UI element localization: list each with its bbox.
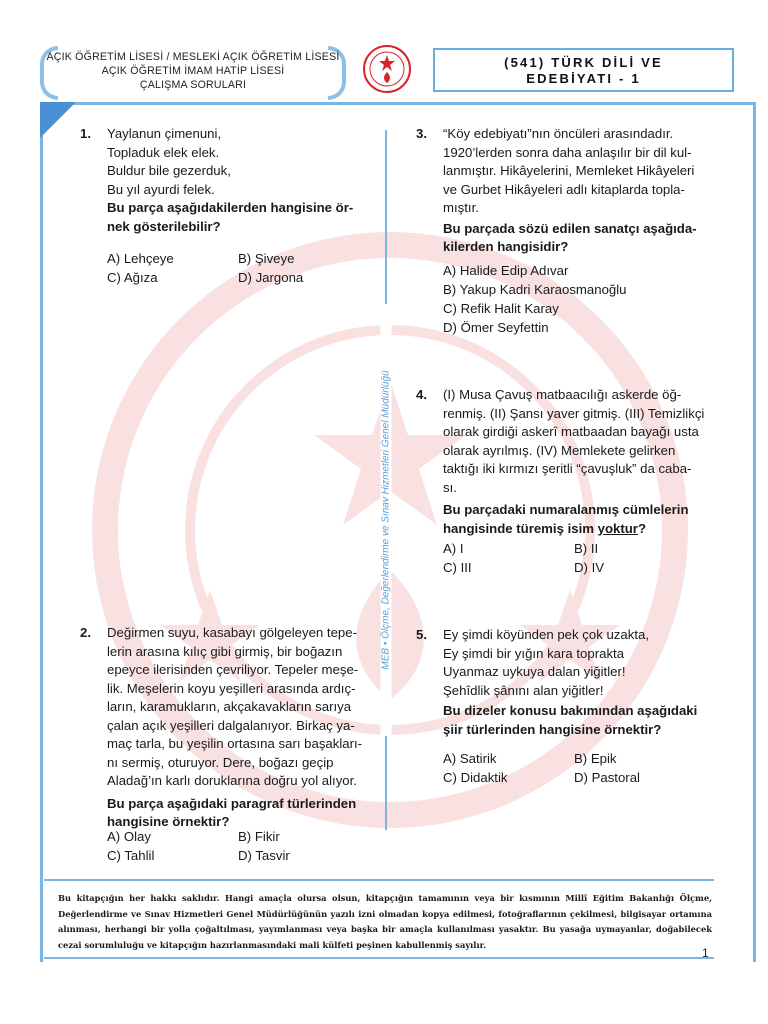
question-body (443, 626, 697, 739)
passage-line: olarak ayrılmış. (IV) Memlekete gelirken (443, 442, 676, 458)
question-number: 3. (416, 126, 427, 141)
poem-line: Topladuk elek elek. (107, 144, 220, 160)
question-body (107, 125, 353, 236)
option-b[interactable]: B) Yakup Kadri Karaosmanoğlu (443, 282, 627, 297)
poem-line: Bu yıl ayurdi felek. (107, 181, 215, 197)
passage-line: mıştır. (443, 200, 479, 215)
option-a[interactable]: A) Halide Edip Adıvar (443, 263, 569, 278)
frame-corner-accent (40, 102, 76, 138)
passage-line: olarak girdiği askerî matbaadan bayağı usta (443, 424, 699, 439)
copyright-notice: Bu kitapçığın her hakkı saklıdır. Hangi amaçla olursa olsun, kitapçığın tamamının veya bir kısmının Millî Eğitim Bakanlığı Ölçme, Değerlendirme ve Sınav Hizmetleri Genel Müdürlüğünün yazılı izni olmadan kopya edilmesi, fotoğraflarının çekilmesi, bilgisayar ortamına alınması, herhangi bir yolla çoğaltılması, yayımlanması veya başka bir amaçla kullanılması yasaktır. Bu yasağa uymayanlar, doğabilecek cezai sorumluluğu ve kitapçığın hazırlanmasındaki mali külfeti peşinen kabullenmiş sayılır. (58, 893, 712, 950)
prompt-line: Bu parça aşağıdakilerden hangisine ör- (107, 200, 354, 215)
passage-line: lerin arasına kılıç gibi girmiş, bir boğazın (107, 643, 343, 659)
option-d[interactable]: D) IV (574, 560, 605, 575)
frame-left-rule (40, 102, 43, 962)
passage-line: epeyce ilerisinden çevriliyor. Tepeler meşe- (107, 662, 359, 677)
question-body (443, 386, 704, 538)
course-title-line-1: (541) TÜRK DİLİ VE (504, 55, 663, 70)
passage-line: lik. Meşelerin koyu yeşilleri arasında ardıç- (107, 680, 356, 696)
option-c[interactable]: C) Refik Halit Karay (443, 301, 559, 316)
frame-top-rule (40, 102, 756, 105)
question-number: 5. (416, 627, 427, 642)
option-c[interactable]: C) Tahlil (107, 848, 155, 863)
prompt-line: Bu parça aşağıdaki paragraf türlerinden (107, 795, 357, 811)
option-a[interactable]: A) Olay (107, 829, 151, 844)
footer-top-rule (44, 879, 714, 881)
prompt-question-mark: ? (637, 520, 646, 536)
poem-line: Yaylanun çimenuni, (107, 126, 222, 141)
prompt-line: kilerden hangisidir? (443, 239, 569, 254)
passage-line: ların, karamukların, akçakavakların sarıya (107, 699, 352, 714)
question-number: 4. (416, 387, 427, 402)
passage-line: 1920’lerden sonra daha anlaşılır bir dil kul- (443, 144, 692, 160)
prompt-text: hangisinde türemiş isim (443, 520, 598, 536)
meb-logo-icon (362, 44, 412, 94)
poem-line: Buldur bile gezerduk, (107, 163, 231, 178)
option-a[interactable]: A) Satirik (443, 751, 497, 766)
option-d[interactable]: D) Jargona (238, 270, 304, 285)
option-b[interactable]: B) Epik (574, 751, 617, 766)
option-c[interactable]: C) Didaktik (443, 770, 508, 785)
course-title-line-2: EDEBİYATI - 1 (526, 71, 641, 86)
passage-line: çalan açık yeşilleri dalgalanıyor. Birkaç ya- (107, 717, 355, 733)
passage-line: Değirmen suyu, kasabayı gölgeleyen tepe- (107, 625, 357, 640)
prompt-line: nek gösterilebilir? (107, 218, 221, 234)
frame-right-rule (753, 102, 756, 962)
page-number: 1 (702, 946, 709, 960)
prompt-line: Bu parçada sözü edilen sanatçı aşağıda- (443, 220, 697, 236)
option-b[interactable]: B) Şiveye (238, 251, 295, 266)
option-d[interactable]: D) Ömer Seyfettin (443, 320, 549, 335)
poem-line: Uyanmaz uykuya dalan yiğitler! (443, 664, 626, 679)
question-body (443, 125, 697, 257)
prompt-line: Bu dizeler konusu bakımından aşağıdaki (443, 703, 698, 718)
prompt-line: Bu parçadaki numaralanmış cümlelerin (443, 502, 689, 517)
poem-line: Şehîdlik şânını alan yiğitler! (443, 682, 604, 698)
prompt-line: şiir türlerinden hangisine örnektir? (443, 721, 662, 737)
poem-line: Ey şimdi köyünden pek çok uzakta, (443, 627, 649, 642)
question-number: 1. (80, 126, 91, 141)
footer-bottom-rule (44, 957, 714, 959)
passage-line: (I) Musa Çavuş matbaacılığı askerde öğ- (443, 387, 682, 402)
course-title-box (433, 48, 734, 92)
option-c[interactable]: C) Ağıza (107, 270, 158, 285)
poem-line: Ey şimdi bir yığın kara toprakta (443, 645, 625, 661)
passage-line: ve Gurbet Hikâyeleri adlı kitaplarda topla- (443, 181, 685, 197)
passage-line: lanmıştır. Hikâyelerini, Memleket Hikâyeleri (443, 163, 695, 178)
option-a[interactable]: A) Lehçeye (107, 251, 174, 266)
question-body (107, 624, 362, 832)
side-label: MEB • Ölçme, Değerlendirme ve Sınav Hizmetleri Genel Müdürlüğü (381, 304, 392, 736)
school-line-3: ÇALIŞMA SORULARI (139, 79, 247, 91)
option-c[interactable]: C) III (443, 560, 472, 575)
option-d[interactable]: D) Tasvir (238, 848, 290, 863)
passage-line: nı sermiş, oturuyor. Dere, boğazı geçip (107, 754, 334, 770)
school-header (40, 44, 346, 96)
passage-line: “Köy edebiyatı”nın öncüleri arasındadır. (443, 126, 674, 141)
passage-line: renmiş. (II) Şansı yaver gitmiş. (III) Temizlikçi (443, 405, 705, 421)
school-line-2: AÇIK ÖĞRETİM İMAM HATİP LİSESİ (101, 65, 285, 77)
passage-line: taktığı iki kırmızı şeritli “çavuşluk” da caba- (443, 461, 692, 476)
passage-line: maç tarla, bu yeşilin ortasına sarı başakları- (107, 736, 363, 751)
question-number: 2. (80, 625, 91, 640)
option-a[interactable]: A) I (443, 541, 464, 556)
passage-line: Aladağ’ın karlı doruklarına doğru yol alıyor. (107, 773, 357, 788)
passage-line: sı. (443, 479, 457, 495)
prompt-line (443, 520, 704, 539)
prompt-underlined-word: yoktur (597, 520, 638, 536)
option-b[interactable]: B) Fikir (238, 829, 280, 844)
option-b[interactable]: B) II (574, 541, 599, 556)
option-d[interactable]: D) Pastoral (574, 770, 640, 785)
school-line-1: AÇIK ÖĞRETİM LİSESİ / MESLEKİ AÇIK ÖĞRETİM LİSESİ (46, 51, 340, 63)
prompt-line: hangisine örnektir? (107, 814, 230, 829)
